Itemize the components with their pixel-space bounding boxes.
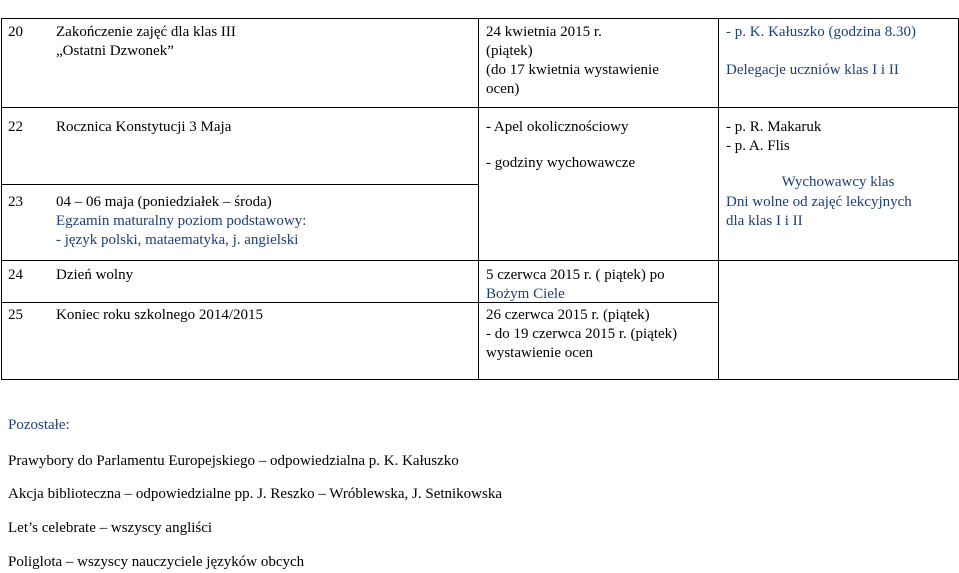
event-note: Dni wolne od zajęć lekcyjnych: [726, 194, 912, 210]
event-date: wystawienie ocen: [486, 345, 594, 361]
event-note: dla klas I i II: [726, 213, 803, 229]
event-date: 5 czerwca 2015 r. ( piątek) po: [486, 267, 665, 283]
event-subtitle: „Ostatni Dzwonek”: [56, 43, 174, 59]
event-title: Dzień wolny: [56, 267, 134, 283]
row-number: 20: [8, 24, 23, 40]
event-date: - do 19 czerwca 2015 r. (piątek): [486, 326, 678, 342]
event-form: - Apel okolicznościowy: [486, 119, 629, 135]
event-subtitle: Egzamin maturalny poziom podstawowy:: [56, 213, 307, 229]
table-border-row1: [1, 107, 958, 108]
event-subtitle: - język polski, mataematyka, j. angielski: [56, 232, 299, 248]
table-border-row3: [1, 260, 958, 261]
event-date: (piątek): [486, 43, 533, 59]
event-responsible: Delegacje uczniów klas I i II: [726, 62, 899, 78]
event-date: (do 17 kwietnia wystawienie: [486, 62, 659, 78]
event-date: ocen): [486, 81, 520, 97]
event-date: 24 kwietnia 2015 r.: [486, 24, 602, 40]
event-responsible: - p. R. Makaruk: [726, 119, 822, 135]
event-responsible: - p. K. Kałuszko (godzina 8.30): [726, 24, 916, 40]
list-item: Akcja biblioteczna – odpowiedzialne pp. J. Reszko – Wróblewska, J. Setnikowska: [8, 486, 503, 502]
table-border-col3: [718, 18, 719, 380]
event-responsible: Wychowawcy klas: [781, 174, 895, 190]
table-border-bottom: [1, 379, 958, 380]
event-title: Koniec roku szkolnego 2014/2015: [56, 307, 264, 323]
section-heading: Pozostałe:: [8, 417, 70, 433]
row-number: 23: [8, 194, 23, 210]
event-title: 04 – 06 maja (poniedziałek – środa): [56, 194, 272, 210]
row-number: 25: [8, 307, 23, 323]
list-item: Prawybory do Parlamentu Europejskiego – odpowiedzialna p. K. Kałuszko: [8, 453, 459, 469]
table-border-row4: [1, 302, 719, 303]
event-responsible: - p. A. Flis: [726, 138, 790, 154]
row-number: 22: [8, 119, 23, 135]
table-border-col2: [478, 18, 479, 380]
row-number: 24: [8, 267, 23, 283]
table-border-left: [1, 18, 2, 380]
event-title: Zakończenie zajęć dla klas III: [56, 24, 236, 40]
event-form: - godziny wychowawcze: [486, 155, 636, 171]
list-item: Let’s celebrate – wszyscy angliści: [8, 520, 213, 536]
table-border-top: [1, 18, 958, 19]
table-border-row2: [1, 184, 478, 185]
event-date: 26 czerwca 2015 r. (piątek): [486, 307, 650, 323]
event-title: Rocznica Konstytucji 3 Maja: [56, 119, 232, 135]
list-item: Poliglota – wszyscy nauczyciele języków obcych: [8, 554, 305, 570]
event-date: Bożym Ciele: [486, 286, 565, 302]
